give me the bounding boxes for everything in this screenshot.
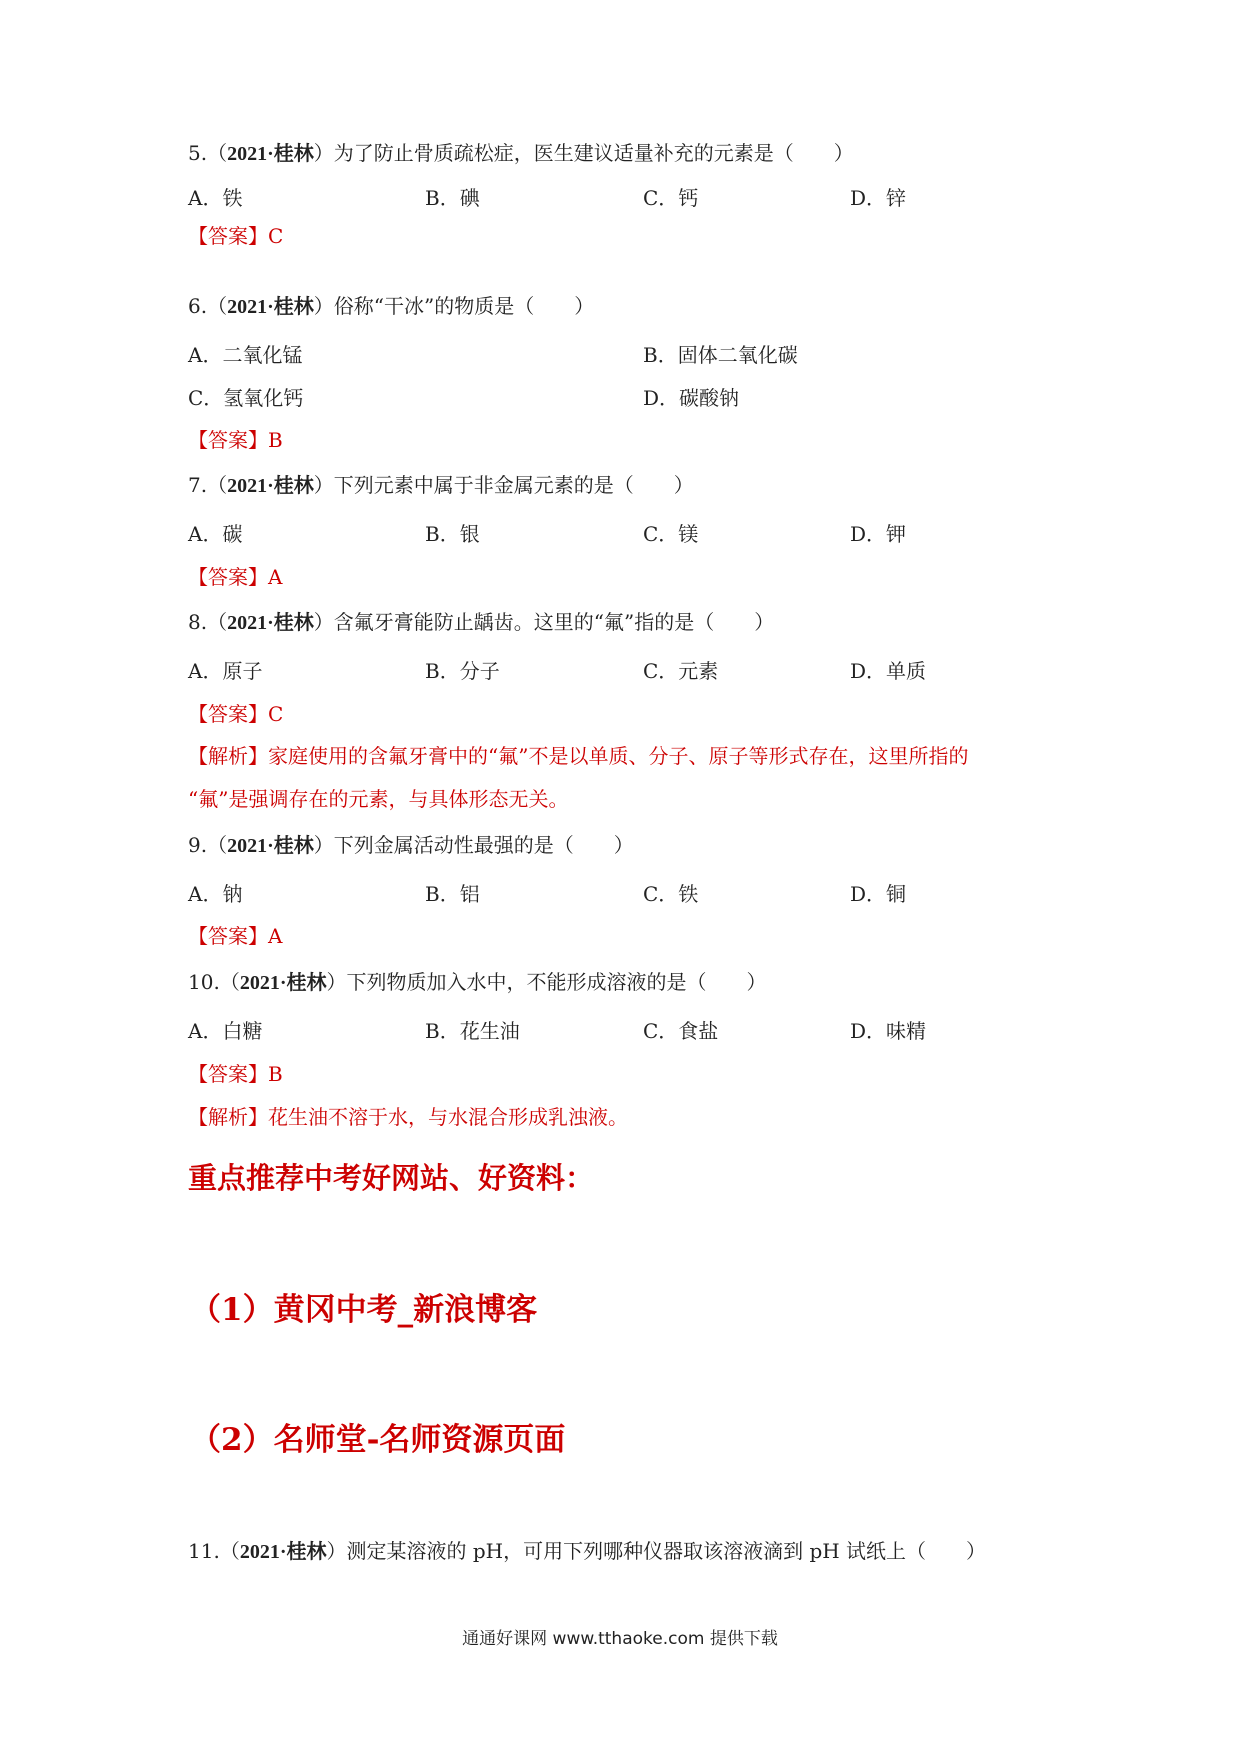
q10-option-b: B．花生油 [425, 1019, 520, 1043]
q8-option-b: B．分子 [425, 659, 500, 683]
q6-option-d: D．碳酸钠 [643, 386, 740, 410]
question-7: 7.（2021·桂林）下列元素中属于非金属元素的是（ ） [188, 473, 694, 497]
promo-heading: 重点推荐中考好网站、好资料： [188, 1161, 595, 1195]
q9-answer: 【答案】A [188, 924, 283, 948]
q5-answer: 【答案】C [188, 224, 284, 248]
page-footer: 通通好课网 www.tthaoke.com 提供下载 [462, 1629, 778, 1649]
q7-option-a: A．碳 [188, 522, 243, 546]
q10-option-a: A．白糖 [188, 1019, 263, 1043]
q9-option-a: A．钠 [188, 882, 243, 906]
q7-option-b: B．银 [425, 522, 480, 546]
promo-link-huanggang[interactable]: （1）黄冈中考_新浪博客 [190, 1292, 538, 1328]
q5-option-d: D．锌 [850, 186, 907, 210]
q10-analysis: 【解析】花生油不溶于水，与水混合形成乳浊液。 [188, 1105, 628, 1129]
q6-option-b: B．固体二氧化碳 [643, 343, 798, 367]
q5-option-a: A．铁 [188, 186, 243, 210]
q6-option-a: A．二氧化锰 [188, 343, 303, 367]
q6-option-c: C．氢氧化钙 [188, 386, 304, 410]
q8-option-d: D．单质 [850, 659, 927, 683]
q9-option-d: D．铜 [850, 882, 907, 906]
q9-option-c: C．铁 [643, 882, 699, 906]
question-10: 10.（2021·桂林）下列物质加入水中，不能形成溶液的是（ ） [188, 970, 767, 994]
q8-answer: 【答案】C [188, 702, 284, 726]
q7-answer: 【答案】A [188, 565, 283, 589]
q7-option-c: C．镁 [643, 522, 699, 546]
q10-answer: 【答案】B [188, 1062, 283, 1086]
question-5: 5.（2021·桂林）为了防止骨质疏松症，医生建议适量补充的元素是（ ） [188, 141, 854, 165]
q5-option-b: B．碘 [425, 186, 480, 210]
q8-analysis-line1: 【解析】家庭使用的含氟牙膏中的“氟”不是以单质、分子、原子等形式存在，这里所指的 [188, 744, 969, 768]
q10-option-d: D．味精 [850, 1019, 927, 1043]
question-6: 6.（2021·桂林）俗称“干冰”的物质是（ ） [188, 294, 595, 318]
question-11: 11.（2021·桂林）测定某溶液的 pH，可用下列哪种仪器取该溶液滴到 pH 试纸上（ ） [188, 1539, 987, 1563]
q8-option-a: A．原子 [188, 659, 263, 683]
question-9: 9.（2021·桂林）下列金属活动性最强的是（ ） [188, 833, 634, 857]
q10-option-c: C．食盐 [643, 1019, 719, 1043]
q8-analysis-line2: “氟”是强调存在的元素，与具体形态无关。 [188, 787, 569, 811]
q7-option-d: D．钾 [850, 522, 907, 546]
q9-option-b: B．铝 [425, 882, 480, 906]
q8-option-c: C．元素 [643, 659, 719, 683]
q5-option-c: C．钙 [643, 186, 699, 210]
q6-answer: 【答案】B [188, 428, 283, 452]
question-8: 8.（2021·桂林）含氟牙膏能防止龋齿。这里的“氟”指的是（ ） [188, 610, 775, 634]
promo-link-mingshitang[interactable]: （2）名师堂-名师资源页面 [190, 1422, 566, 1458]
